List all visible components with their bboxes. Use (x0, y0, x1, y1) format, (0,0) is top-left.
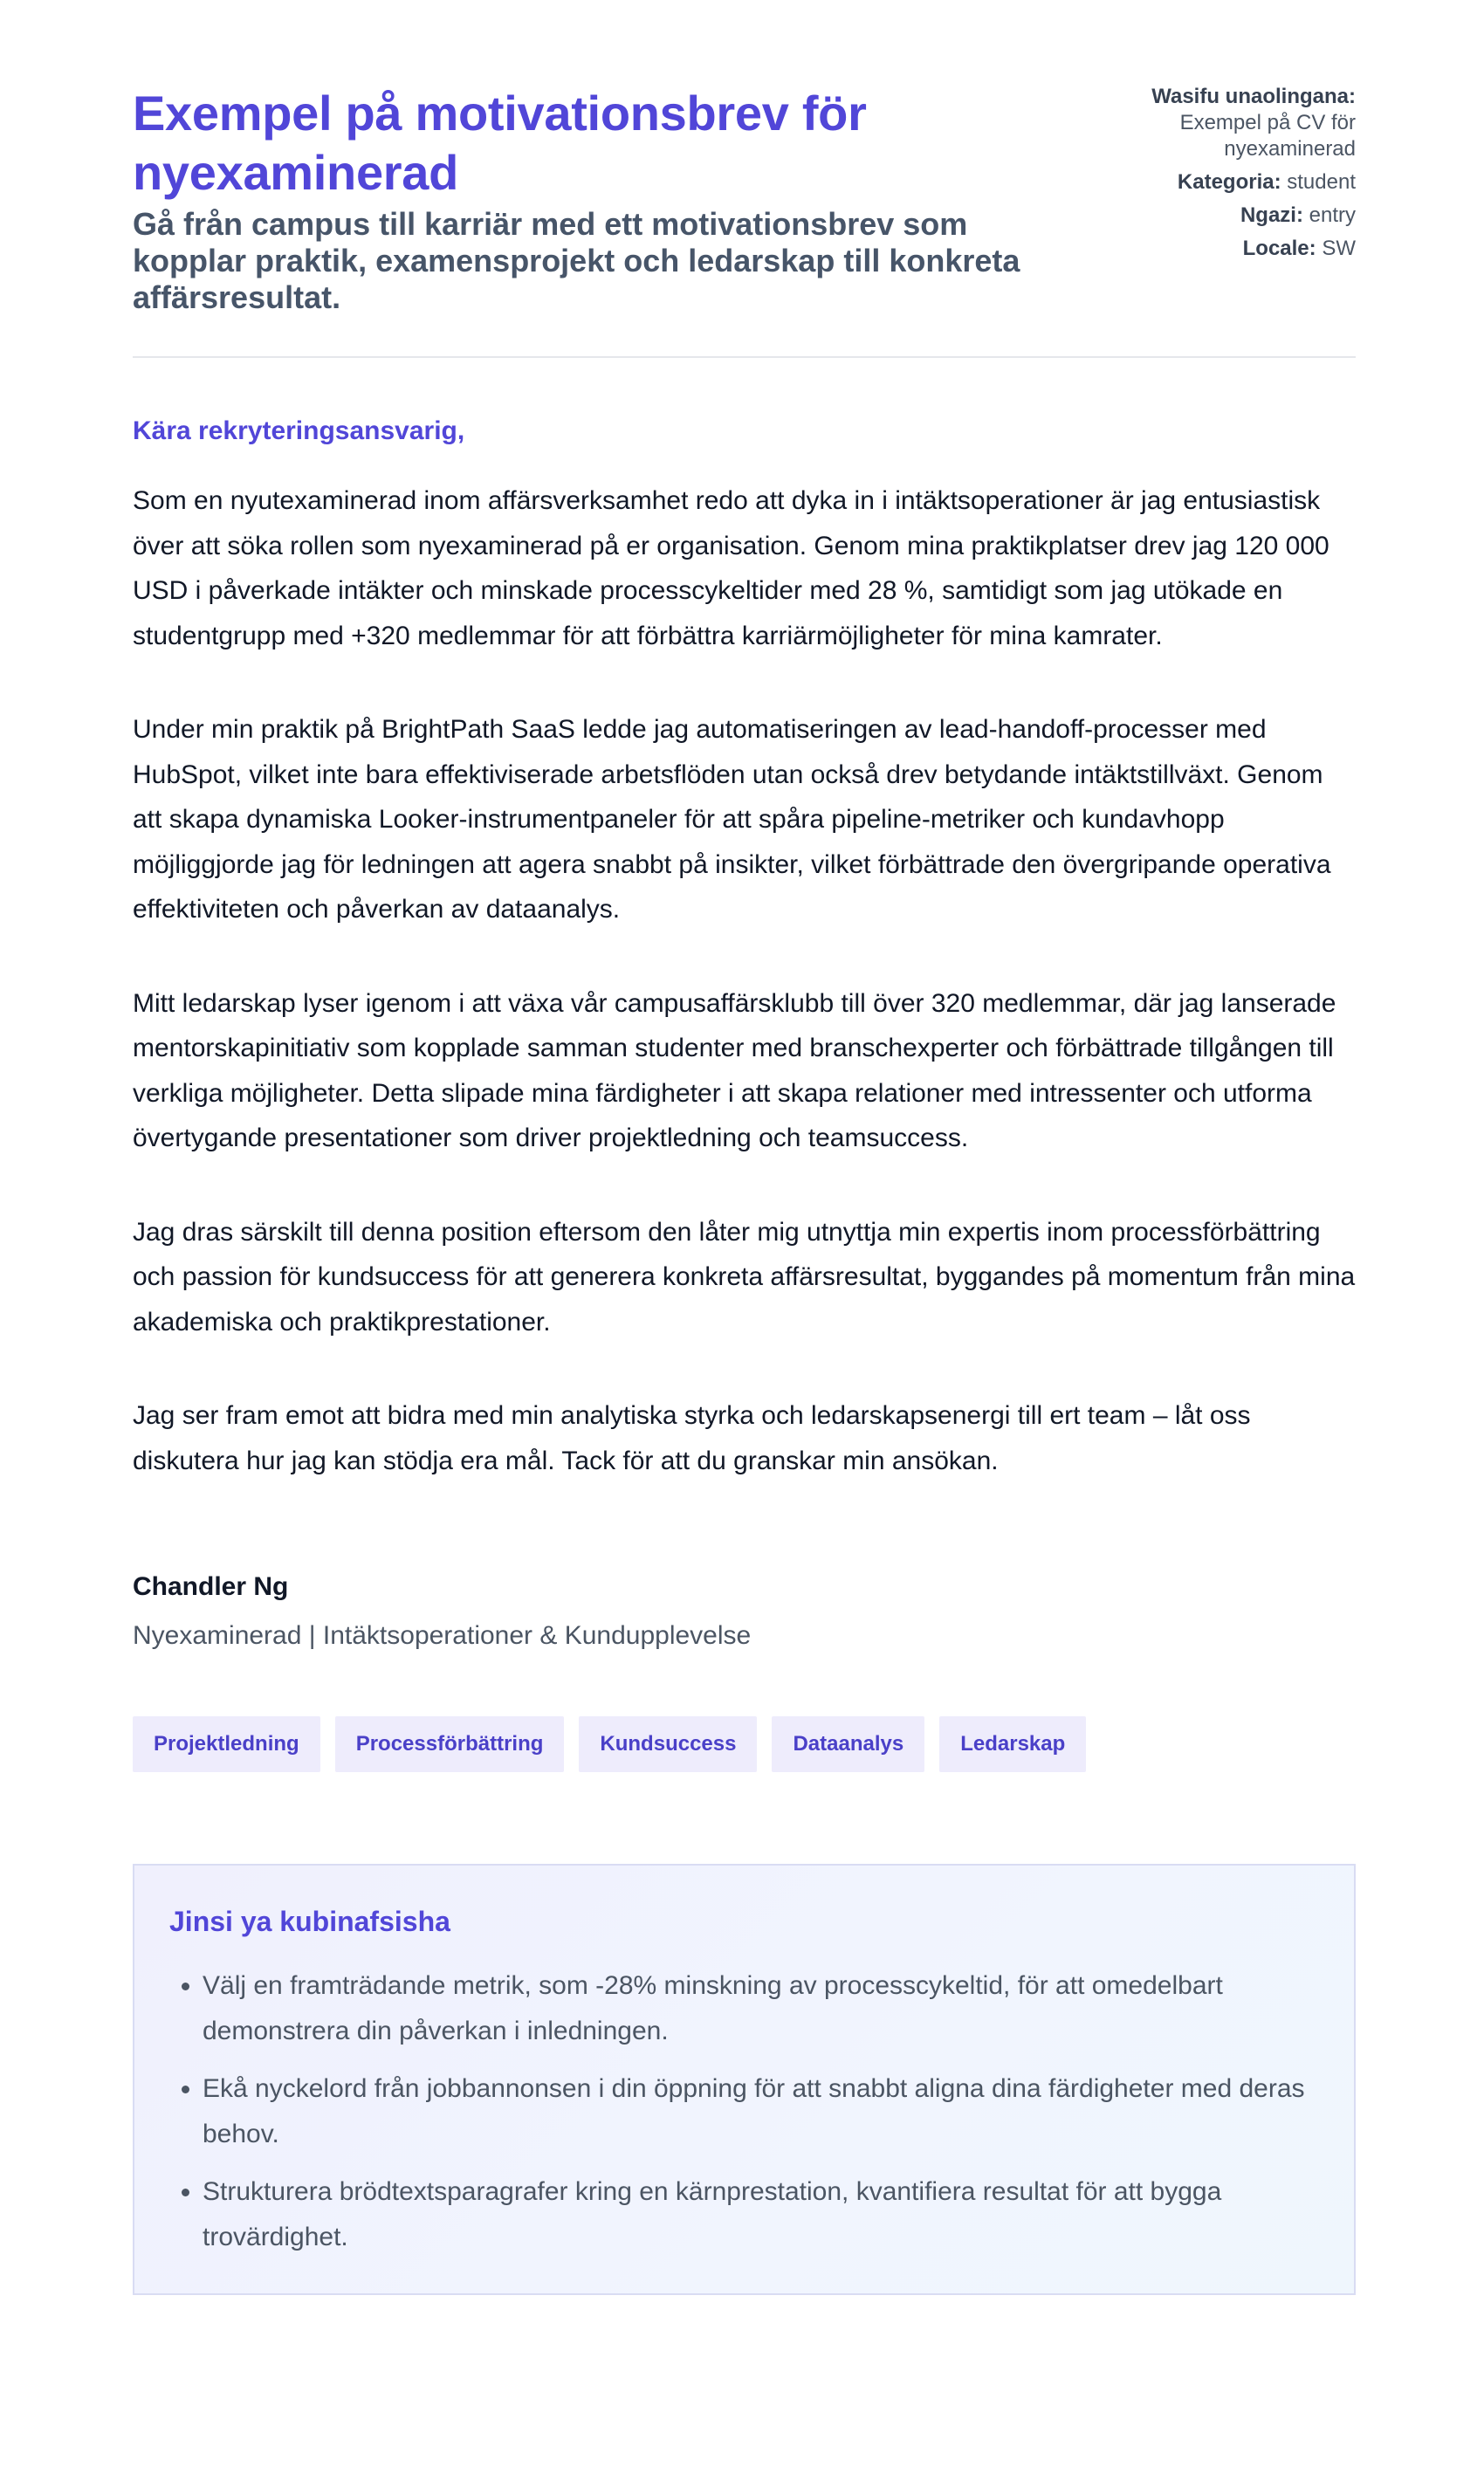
skill-tag[interactable]: Projektledning (133, 1716, 320, 1772)
letter-body (133, 416, 1356, 1652)
meta-locale-label: Locale: (1242, 237, 1316, 260)
header-titles (133, 84, 1058, 316)
tips-item: • Välj en framträdande metrik, som -28% minskning av processcykeltid, för att omedelbart demonstrera din påverkan i inledningen. (203, 1963, 1319, 2054)
meta-level-label: Ngazi: (1240, 203, 1303, 227)
meta-panel (1068, 84, 1356, 269)
meta-category (1068, 169, 1356, 196)
letter-paragraph: Under min praktik på BrightPath SaaS ledde jag automatiseringen av lead-handoff-processer med HubSpot, vilket inte bara effektiviserade arbetsflöden utan också drev betydande intäktstillväxt. Genom att skapa dynamiska Looker-instrumentpaneler för att spåra pipeline-metriker och kundavhopp möjliggjorde jag för ledningen att agera snabbt på insikter, vilket förbättrade den övergripande operativa effektiviteten och påverkan av dataanalys. (133, 715, 1331, 924)
tips-title: Jinsi ya kubinafsisha (169, 1906, 450, 1937)
skill-tag[interactable]: Dataanalys (772, 1716, 924, 1772)
letter-paragraph: Jag dras särskilt till denna position eftersom den låter mig utnyttja min expertis inom processförbättring och passion för kundsuccess för att generera konkreta affärsresultat, byggandes på momentum från mina akademiska och praktikprestationer. (133, 1217, 1356, 1337)
letter-paragraph: Jag ser fram emot att bidra med min analytiska styrka och ledarskapsenergi till ert team – låt oss diskutera hur jag kan stödja era mål. Tack för att du granskar min ansökan. (133, 1401, 1251, 1475)
tips-item: • Strukturera brödtextsparagrafer kring en kärnprestation, kvantifiera resultat för att bygga trovärdighet. (203, 2169, 1319, 2260)
letter-paragraph: Mitt ledarskap lyser igenom i att växa vår campusaffärsklubb till över 320 medlemmar, där jag lanserade mentorskapinitiativ som kopplade samman studenter med branschexperter och förbättrade tillgången till verkliga möjligheter. Detta slipade mina färdigheter i att skapa relationer med intressenter och utforma övertygande presentationer som driver projektledning och teamsuccess. (133, 988, 1336, 1152)
page-subtitle: Gå från campus till karriär med ett motivationsbrev som kopplar praktik, examensprojekt och ledarskap till konkreta affärsresultat. (133, 206, 1020, 315)
skill-tag[interactable]: Processförbättring (335, 1716, 565, 1772)
skill-tag[interactable]: Kundsuccess (579, 1716, 757, 1772)
letter-paragraph: Som en nyutexaminerad inom affärsverksamhet redo att dyka in i intäktsoperationer är jag entusiastisk över att söka rollen som nyexaminerad på er organisation. Genom mina praktikplatser drev jag 120 000 USD i påverkade intäkter och minskade processcykeltider med 28 %, samtidigt som jag utökade en studentgrupp med +320 medlemmar för att förbättra karriärmöjligheter för mina kamrater. (133, 486, 1329, 650)
signature-role: Nyexaminerad | Intäktsoperationer & Kundupplevelse (133, 1621, 752, 1650)
skill-tags (133, 1716, 1356, 1772)
meta-related-value[interactable]: Exempel på CV för nyexaminerad (1179, 111, 1356, 161)
meta-locale (1068, 236, 1356, 262)
tips-list (169, 1963, 1319, 2260)
meta-related-label: Wasifu unaolingana: (1151, 85, 1356, 108)
meta-level-value: entry (1309, 203, 1356, 227)
customization-tips (133, 1864, 1356, 2295)
meta-locale-value: SW (1322, 237, 1356, 260)
tips-item: • Ekå nyckelord från jobbannonsen i din öppning för att snabbt aligna dina färdigheter med deras behov. (203, 2066, 1319, 2157)
meta-category-value: student (1287, 170, 1356, 194)
meta-related-resume (1068, 84, 1356, 162)
meta-level (1068, 203, 1356, 229)
page-header (133, 84, 1356, 358)
page-title: Exempel på motivationsbrev för nyexaminerad (133, 86, 867, 200)
letter-salutation: Kära rekryteringsansvarig, (133, 416, 465, 445)
signature-name: Chandler Ng (133, 1572, 289, 1601)
skill-tag[interactable]: Ledarskap (939, 1716, 1086, 1772)
meta-category-label: Kategoria: (1177, 170, 1281, 194)
